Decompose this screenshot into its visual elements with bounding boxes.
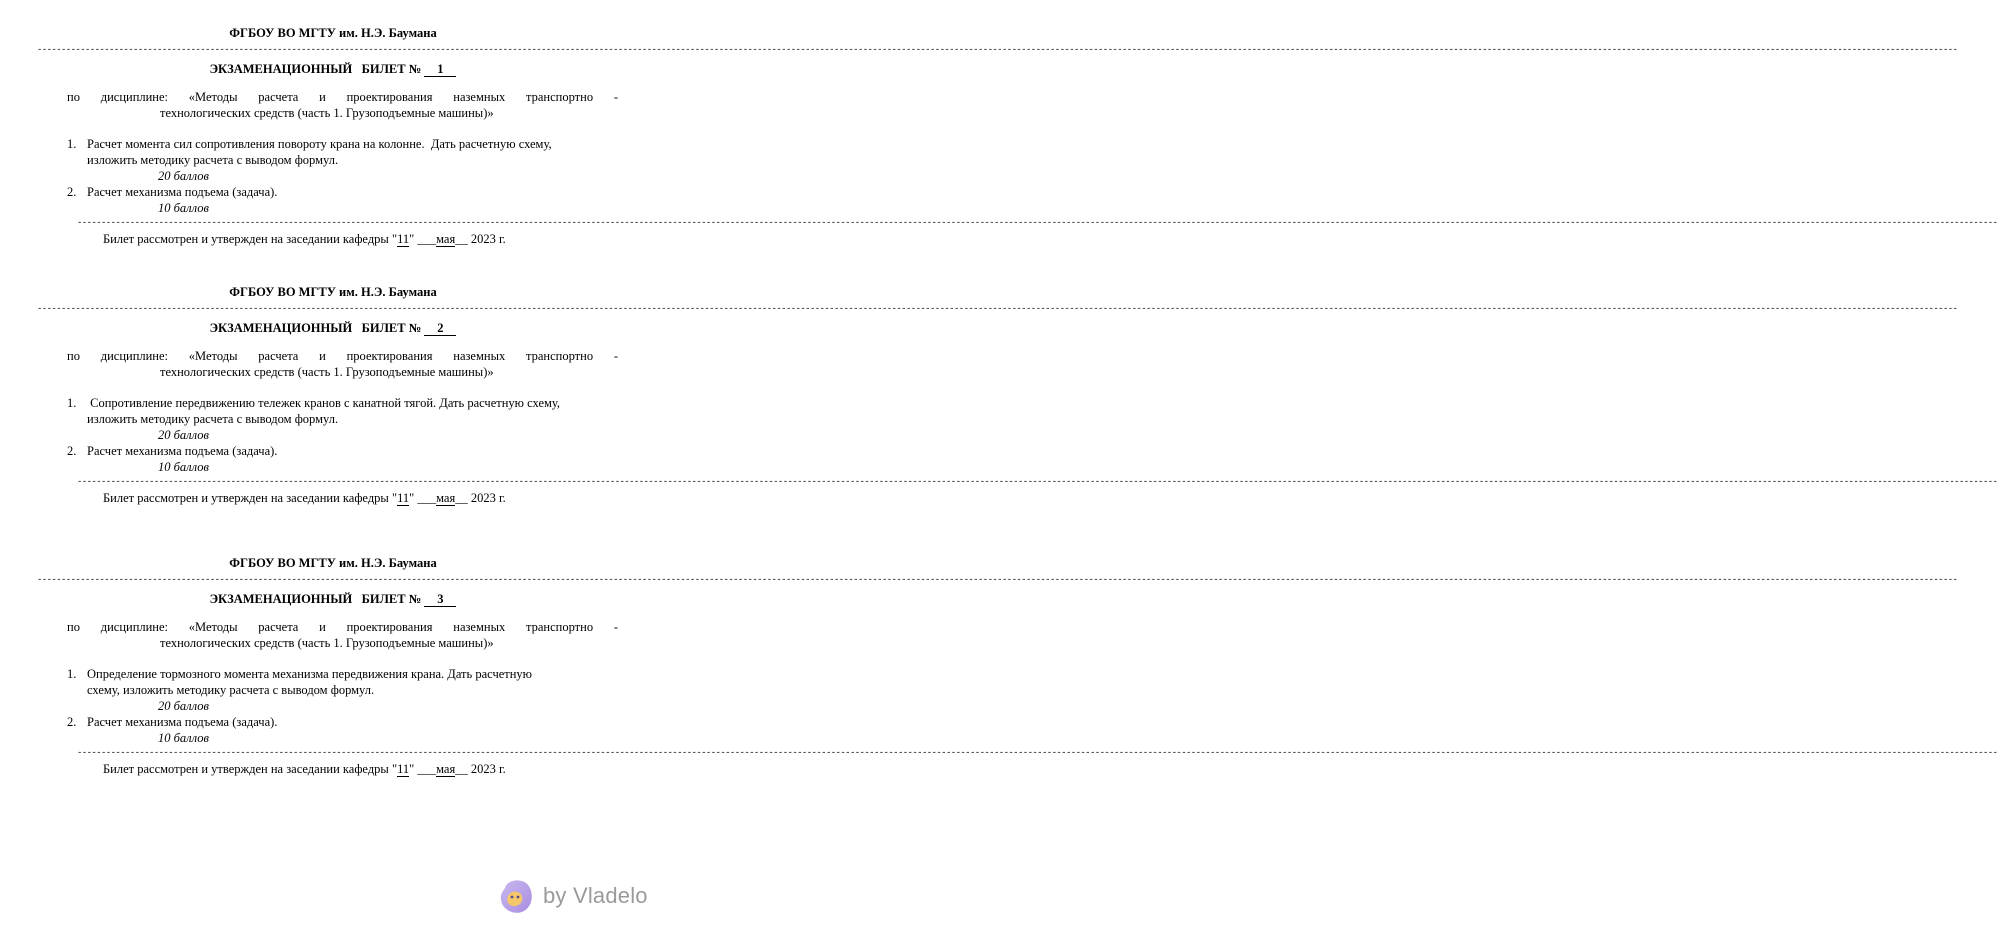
approval-text: Билет рассмотрен и утвержден на заседании кафедры " [103,491,398,505]
question-text-line-1: Определение тормозного момента механизма передвижения крана. Дать расчетную [87,667,533,681]
approval-sep: " ___ [409,232,437,246]
question-number: 2. [67,444,77,458]
vladelo-logo-icon [497,876,537,916]
approval-text: Билет рассмотрен и утвержден на заседании кафедры " [103,762,398,776]
ticket-title-prefix: ЭКЗАМЕНАЦИОННЫЙ БИЛЕТ № [209,62,422,76]
discipline-word: расчета [258,90,299,104]
discipline-word: «Методы [188,90,238,104]
discipline-word: «Методы [188,620,238,634]
approval-sep: " ___ [409,491,437,505]
discipline-word: проектирования [346,620,433,634]
discipline-word: - [613,349,619,363]
ticket-number: 1 [424,62,456,77]
question-text-line-2: изложить методику расчета с выводом формул. [87,412,339,426]
approval-line [103,762,506,778]
question-points: 20 баллов [158,699,209,713]
organization-name: ФГБОУ ВО МГТУ им. Н.Э. Баумана [229,285,437,299]
approval-month: мая [436,491,456,505]
discipline-word: транспортно [526,90,594,104]
discipline-word: наземных [453,90,506,104]
discipline-line-1 [67,90,618,106]
ticket-title [0,62,666,78]
discipline-word: по [67,90,80,104]
ticket-title-prefix: ЭКЗАМЕНАЦИОННЫЙ БИЛЕТ № [209,321,422,335]
question-number: 2. [67,185,77,199]
dashed-separator: ---------------------------------------------------------------------------------------------------------------------------------------------------------------------------------------------------------------------------------------------------------------------------------------------------------------------------------------------------------------------------------------------------------------- [77,748,1997,758]
discipline-line-2: технологических средств (часть 1. Грузоподъемные машины)» [160,106,494,120]
approval-text: Билет рассмотрен и утвержден на заседании кафедры " [103,232,398,246]
dashed-separator: ---------------------------------------------------------------------------------------------------------------------------------------------------------------------------------------------------------------------------------------------------------------------------------------------------------------------------------------------------------------------------------------------------------------- [37,45,1958,55]
question-text-line-1: Расчет момента сил сопротивления повороту крана на колонне. Дать расчетную схему, [87,137,552,151]
discipline-word: наземных [453,620,506,634]
discipline-line-2: технологических средств (часть 1. Грузоподъемные машины)» [160,636,494,650]
question-text-line-2: схему, изложить методику расчета с выводом формул. [87,683,375,697]
approval-sep: " ___ [409,762,437,776]
dashed-separator: ---------------------------------------------------------------------------------------------------------------------------------------------------------------------------------------------------------------------------------------------------------------------------------------------------------------------------------------------------------------------------------------------------------------- [37,304,1958,314]
question-points: 10 баллов [158,731,209,745]
question-number: 1. [67,396,77,410]
ticket-number: 3 [424,592,456,607]
approval-month: мая [436,232,456,246]
question-number: 1. [67,667,77,681]
discipline-word: по [67,349,80,363]
question-points: 10 баллов [158,201,209,215]
discipline-line-1 [67,620,618,636]
discipline-word: «Методы [188,349,238,363]
dashed-separator: ---------------------------------------------------------------------------------------------------------------------------------------------------------------------------------------------------------------------------------------------------------------------------------------------------------------------------------------------------------------------------------------------------------------- [77,218,1997,228]
approval-day: 11 [397,232,410,246]
approval-day: 11 [397,762,410,776]
question-number: 1. [67,137,77,151]
discipline-word: и [319,349,326,363]
discipline-word: по [67,620,80,634]
approval-year: __ 2023 г. [455,491,506,505]
question-text-line-1: Расчет механизма подъема (задача). [87,185,278,199]
approval-day: 11 [397,491,410,505]
discipline-word: наземных [453,349,506,363]
question-text-line-1: Расчет механизма подъема (задача). [87,444,278,458]
question-number: 2. [67,715,77,729]
discipline-word: дисциплине: [100,349,169,363]
approval-year: __ 2023 г. [455,762,506,776]
approval-month: мая [436,762,456,776]
dashed-separator: ---------------------------------------------------------------------------------------------------------------------------------------------------------------------------------------------------------------------------------------------------------------------------------------------------------------------------------------------------------------------------------------------------------------- [37,575,1958,585]
discipline-word: расчета [258,349,299,363]
organization-name: ФГБОУ ВО МГТУ им. Н.Э. Баумана [229,556,437,570]
discipline-word: проектирования [346,349,433,363]
question-text-line-1: Расчет механизма подъема (задача). [87,715,278,729]
discipline-word: транспортно [526,349,594,363]
watermark [497,876,648,916]
approval-line [103,232,506,248]
ticket-title [0,592,666,608]
discipline-word: дисциплине: [100,90,169,104]
approval-year: __ 2023 г. [455,232,506,246]
approval-line [103,491,506,507]
discipline-word: дисциплине: [100,620,169,634]
organization-name: ФГБОУ ВО МГТУ им. Н.Э. Баумана [229,26,437,40]
discipline-word: расчета [258,620,299,634]
ticket-title-prefix: ЭКЗАМЕНАЦИОННЫЙ БИЛЕТ № [209,592,422,606]
discipline-line-2: технологических средств (часть 1. Грузоподъемные машины)» [160,365,494,379]
dashed-separator: ---------------------------------------------------------------------------------------------------------------------------------------------------------------------------------------------------------------------------------------------------------------------------------------------------------------------------------------------------------------------------------------------------------------- [77,477,1997,487]
discipline-word: транспортно [526,620,594,634]
discipline-line-1 [67,349,618,365]
ticket-number: 2 [424,321,456,336]
ticket-title [0,321,666,337]
discipline-word: и [319,620,326,634]
question-text-line-1: Сопротивление передвижению тележек кранов с канатной тягой. Дать расчетную схему, [87,396,561,410]
question-points: 10 баллов [158,460,209,474]
discipline-word: проектирования [346,90,433,104]
question-text-line-2: изложить методику расчета с выводом формул. [87,153,339,167]
discipline-word: - [613,620,619,634]
watermark-text: by Vladelo [543,883,648,909]
question-points: 20 баллов [158,169,209,183]
discipline-word: - [613,90,619,104]
discipline-word: и [319,90,326,104]
question-points: 20 баллов [158,428,209,442]
